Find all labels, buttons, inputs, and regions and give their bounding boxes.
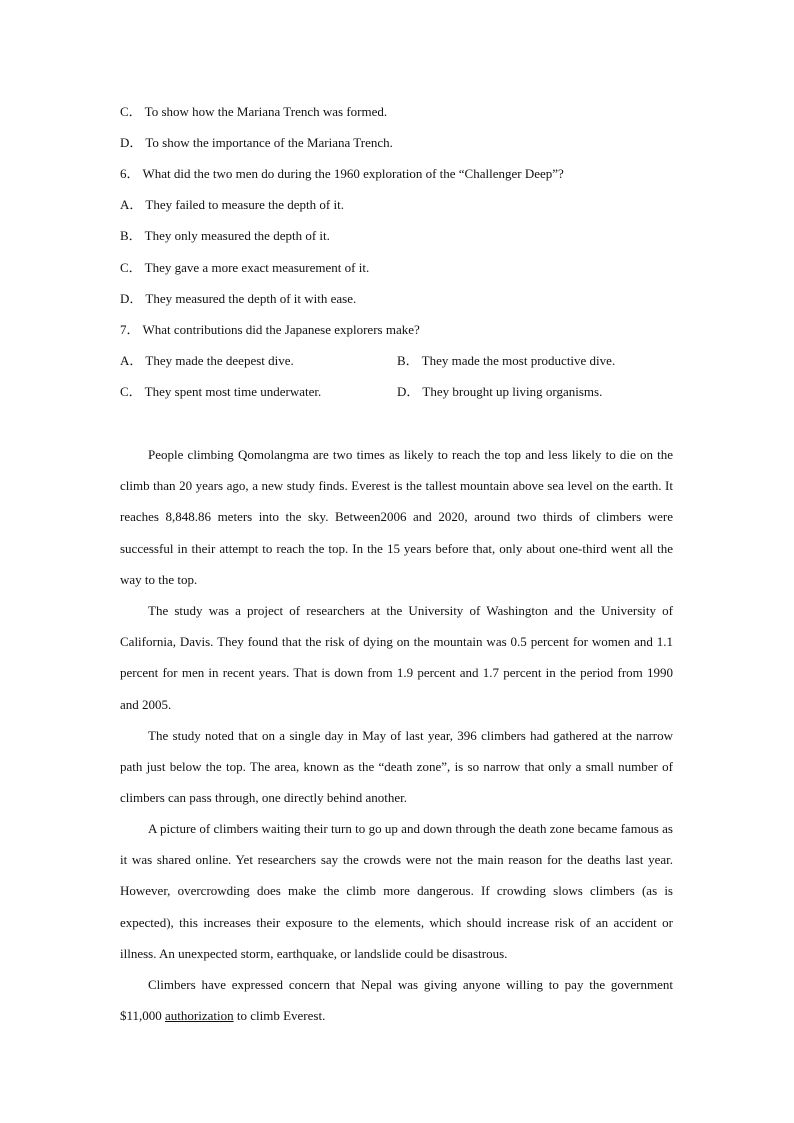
q7-option-a: A． They made the deepest dive.: [120, 353, 294, 368]
q7-stem: 7． What contributions did the Japanese explorers make?: [120, 322, 420, 337]
q5-option-c: C． To show how the Mariana Trench was formed.: [120, 104, 388, 119]
q6-option-b: B． They only measured the depth of it.: [120, 228, 330, 243]
paragraph-2-text: The study was a project of researchers at the University of Washington and the University of California, Davis. They found that the risk of dying on the mountain was 0.5 percent for women and 1.1 percent for men in recent years. That is down from 1.9 percent and 1.7 percent in the period from 1990 and 2005.: [120, 603, 673, 712]
underlined-word-authorization: authorization: [165, 1008, 234, 1024]
paragraph-5-text-before: Climbers have expressed concern that Nepal was giving anyone willing to pay the government $11,000: [120, 977, 673, 1024]
passage-paragraph-1: [120, 439, 673, 595]
paragraph-5-text-after: to climb Everest.: [233, 1008, 326, 1024]
paragraph-1-text: People climbing Qomolangma are two times as likely to reach the top and less likely to die on the climb than 20 years ago, a new study finds. Everest is the tallest mountain above sea level on the earth. It reaches 8,848.86 meters into the sky. Between2006 and 2020, around two thirds of climbers were successful in their attempt to reach the top. In the 15 years before that, only about one-third went all the way to the top.: [120, 447, 673, 587]
q7-option-b: B． They made the most productive dive.: [397, 353, 616, 368]
q6-option-d: D． They measured the depth of it with ease.: [120, 291, 357, 306]
q6-option-a: A． They failed to measure the depth of it.: [120, 197, 344, 212]
q7-option-d: D． They brought up living organisms.: [397, 384, 603, 399]
passage-paragraph-4: [120, 813, 673, 969]
q6-option-c: C． They gave a more exact measurement of it.: [120, 260, 370, 275]
q6-stem: 6． What did the two men do during the 1960 exploration of the “Challenger Deep”?: [120, 166, 564, 181]
q5-option-d: D． To show the importance of the Mariana Trench.: [120, 135, 393, 150]
paragraph-3-text: The study noted that on a single day in May of last year, 396 climbers had gathered at the narrow path just below the top. The area, known as the “death zone”, is so narrow that only a small number of climbers can pass through, one directly behind another.: [120, 728, 673, 806]
q7-option-c: C． They spent most time underwater.: [120, 384, 322, 399]
passage-paragraph-2: [120, 595, 673, 720]
paragraph-4-text: A picture of climbers waiting their turn to go up and down through the death zone became famous as it was shared online. Yet researchers say the crowds were not the main reason for the deaths last year. However, overcrowding does make the climb more dangerous. If crowding slows climbers (as is expected), this increases their exposure to the elements, which should increase risk of an accident or illness. An unexpected storm, earthquake, or landslide could be disastrous.: [120, 821, 673, 961]
passage-paragraph-3: [120, 720, 673, 814]
passage-paragraph-5: [120, 969, 673, 1031]
